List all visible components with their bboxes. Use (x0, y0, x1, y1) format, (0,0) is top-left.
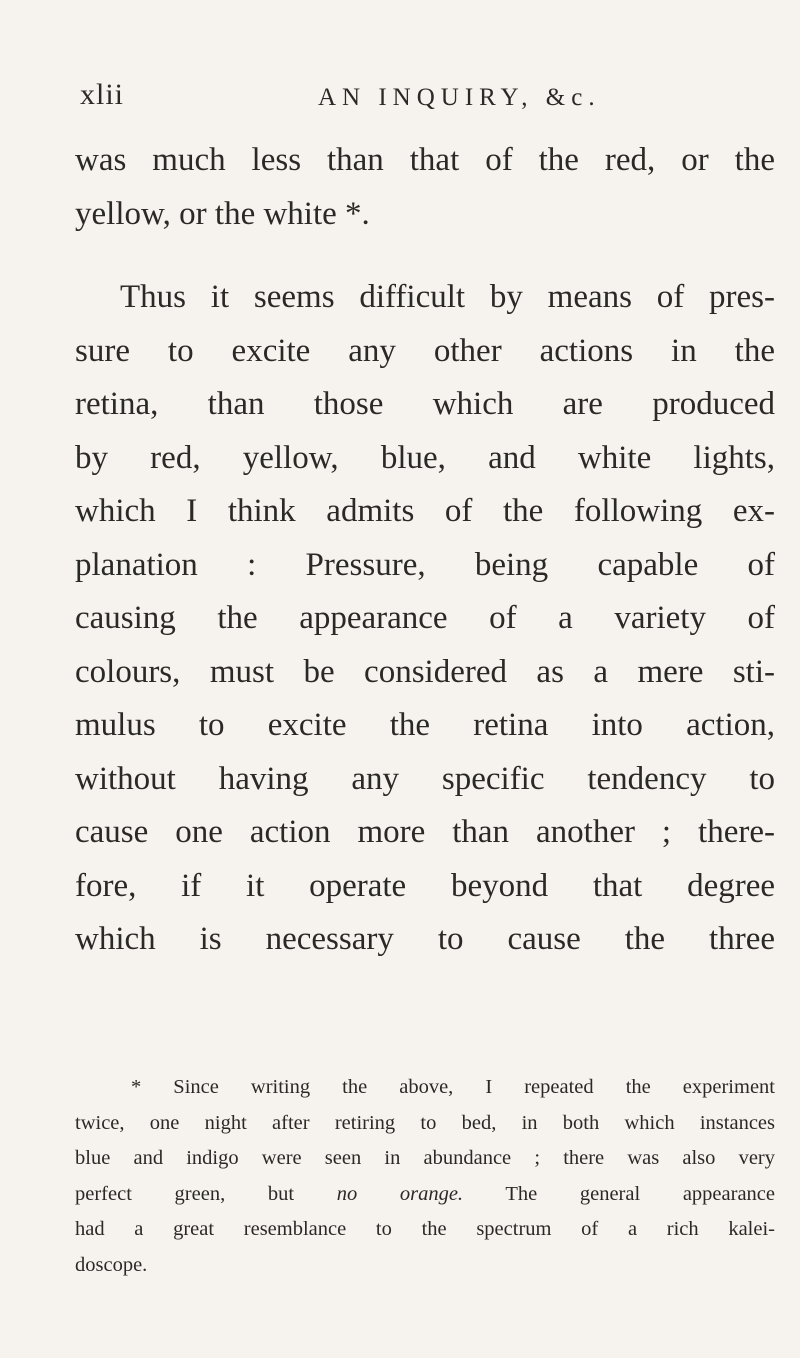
header-title: AN INQUIRY, &c. (318, 84, 601, 111)
paragraph-gap (75, 241, 775, 271)
text-line: mulus to excite the retina into action, (75, 707, 775, 743)
running-head (80, 78, 770, 118)
footnote-line: blue and indigo were seen in abundance ; there was also very (75, 1147, 775, 1169)
footnote-text: perfect green, but (75, 1182, 337, 1205)
footnote-line: * Since writing the above, I repeated the experiment (131, 1076, 775, 1098)
text-line: which is necessary to cause the three (75, 921, 775, 957)
footnote (75, 1070, 775, 1283)
text-line: which I think admits of the following ex- (75, 493, 775, 529)
text-line: planation : Pressure, being capable of (75, 546, 775, 583)
footnote-text: The general appearance (463, 1182, 776, 1205)
text-line: without having any specific tendency to (75, 760, 775, 797)
text-line: sure to excite any other actions in the (75, 332, 775, 369)
footnote-line: doscope. (75, 1253, 148, 1276)
footnote-line: had a great resemblance to the spectrum of a rich kalei- (75, 1218, 775, 1240)
text-line: fore, if it operate beyond that degree (75, 867, 775, 904)
text-line: colours, must be considered as a mere sti- (75, 653, 775, 690)
footnote-line: twice, one night after retiring to bed, in both which instances (75, 1111, 775, 1134)
text-line: by red, yellow, blue, and white lights, (75, 439, 775, 476)
footnote-line (75, 1177, 775, 1213)
footnote-emphasis: no orange. (336, 1182, 464, 1205)
text-line: Thus it seems difficult by means of pres- (120, 279, 775, 315)
body-text (75, 134, 775, 967)
page-number: xlii (80, 78, 125, 111)
text-line: causing the appearance of a variety of (75, 600, 775, 636)
text-line: yellow, or the white *. (75, 195, 370, 232)
text-line: was much less than that of the red, or the (75, 142, 775, 178)
text-line: retina, than those which are produced (75, 386, 775, 422)
text-line: cause one action more than another ; there- (75, 814, 775, 850)
